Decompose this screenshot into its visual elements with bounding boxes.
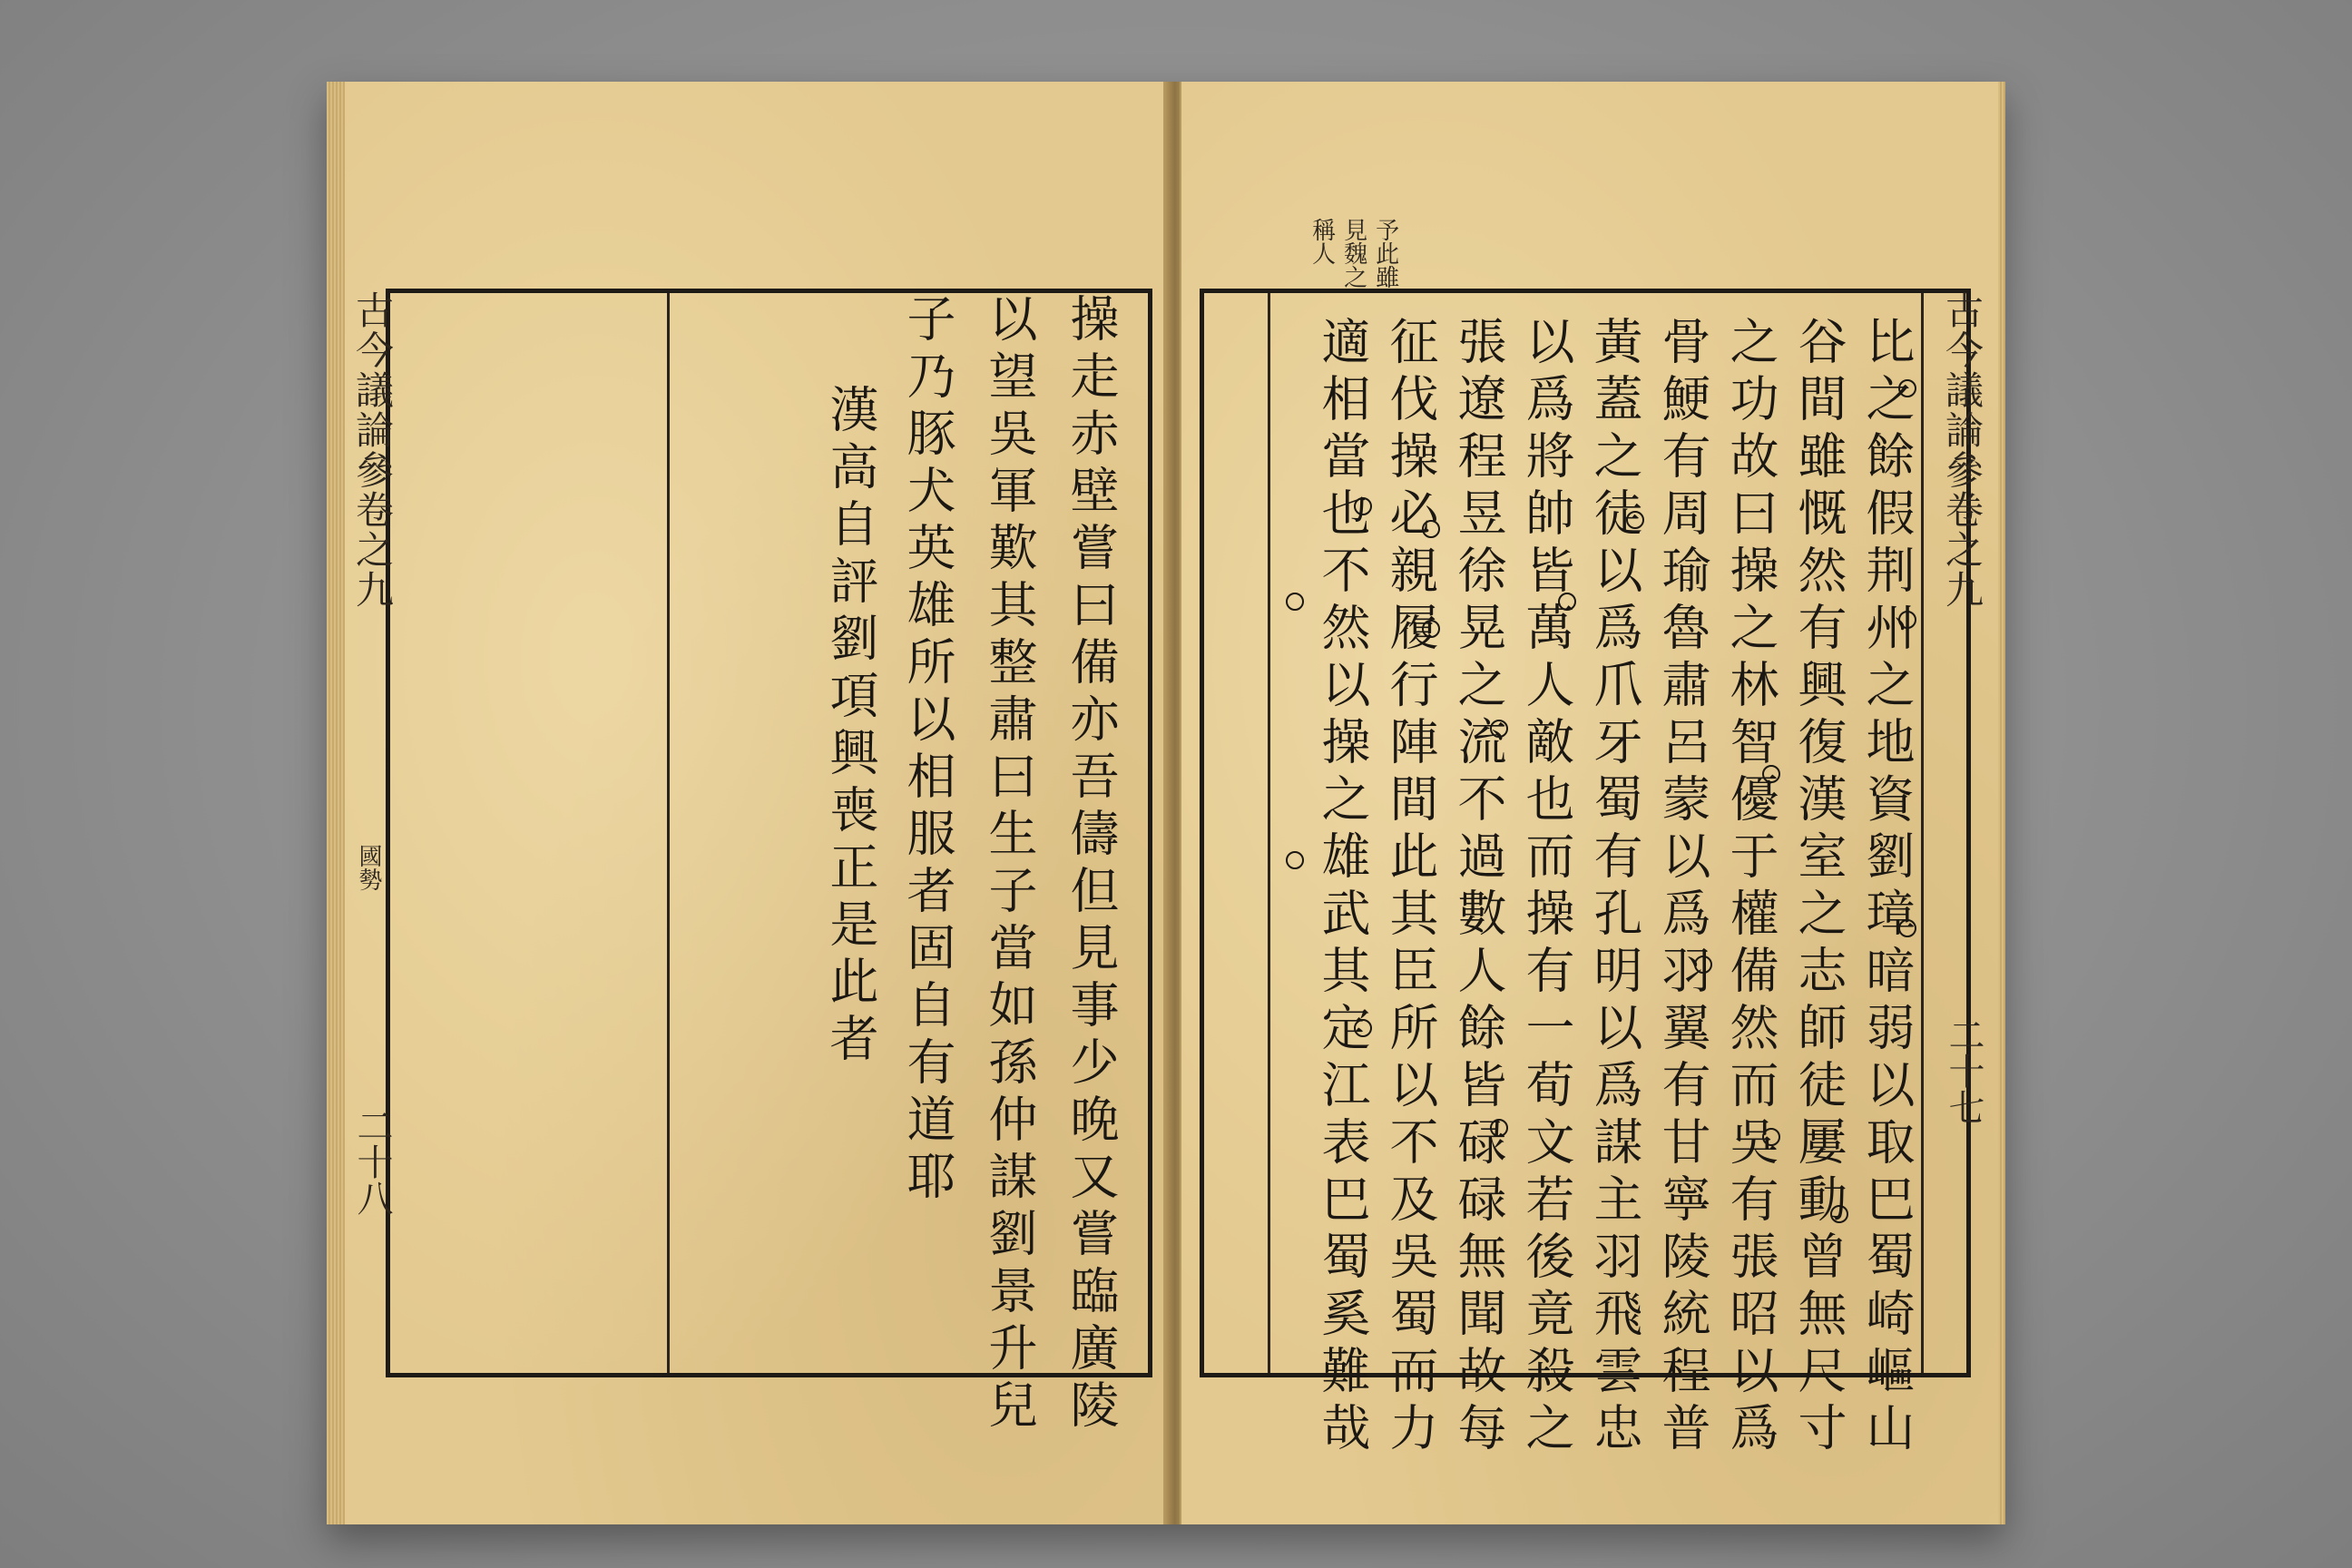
right-page-frame bbox=[1200, 289, 1971, 1459]
text-column: 子乃豚犬英雄所以相服者固自有道耶 bbox=[899, 293, 956, 1208]
text-column: 谷間雖慨然有興復漢室之志師徒屢動曾無尺寸 bbox=[1790, 316, 1847, 1459]
text-column: 張遼程昱徐晃之流不過數人餘皆碌碌無聞故每 bbox=[1450, 316, 1507, 1459]
marginal-note: 稱人 bbox=[1308, 218, 1336, 265]
column-rule bbox=[667, 293, 670, 1373]
text-column: 比之餘假荆州之地資劉璋暗弱以取巴蜀崎嶇山 bbox=[1858, 316, 1916, 1459]
left-page-edges bbox=[327, 82, 345, 1524]
left-title-strip bbox=[345, 290, 395, 1370]
column-rule bbox=[1921, 293, 1924, 1373]
right-page bbox=[1180, 82, 1998, 1524]
left-margin-column bbox=[390, 293, 499, 1373]
text-column: 漢高自評劉項興喪正是此者 bbox=[822, 384, 879, 1070]
section-label: 國勢 bbox=[355, 844, 382, 891]
text-column: 征伐操必親履行陣間此其臣所以不及吳蜀而力 bbox=[1382, 316, 1439, 1459]
text-column: 之功故曰操之林智優于權備然而吳有張昭以爲 bbox=[1722, 316, 1779, 1459]
punctuation-circle bbox=[1286, 851, 1304, 869]
folio-number: 二十八 bbox=[351, 1107, 393, 1216]
text-column: 適相當也不然以操之雄武其定江表巴蜀奚難哉 bbox=[1314, 316, 1371, 1459]
text-column: 以爲將帥皆萬人敵也而操有一荀文若後竟殺之 bbox=[1518, 316, 1575, 1459]
book-title: 古今議論參卷之九 bbox=[1940, 290, 1984, 610]
open-book bbox=[327, 82, 2005, 1524]
left-page bbox=[345, 82, 1174, 1524]
folio-number: 二十七 bbox=[1943, 1016, 1984, 1125]
punctuation-circle bbox=[1286, 593, 1304, 611]
book-title: 古今議論參卷之九 bbox=[350, 290, 395, 610]
text-column: 骨鯁有周瑜魯肅呂蒙以爲羽翼有甘寧陵統程普 bbox=[1654, 316, 1711, 1459]
text-column: 黃蓋之徒以爲爪牙蜀有孔明以爲謀主羽飛雲忠 bbox=[1586, 316, 1643, 1459]
column-rule bbox=[1268, 293, 1270, 1373]
text-column: 操走赤壁嘗曰備亦吾儔但見事少晚又嘗臨廣陵 bbox=[1063, 293, 1120, 1436]
marginal-note: 見魏之 bbox=[1339, 218, 1367, 289]
marginal-note: 予此雖 bbox=[1371, 218, 1399, 289]
right-title-strip bbox=[1935, 290, 1984, 1370]
text-column: 以望吳軍歎其整肅曰生子當如孫仲謀劉景升兒 bbox=[981, 293, 1038, 1436]
left-page-frame bbox=[386, 289, 1152, 1436]
